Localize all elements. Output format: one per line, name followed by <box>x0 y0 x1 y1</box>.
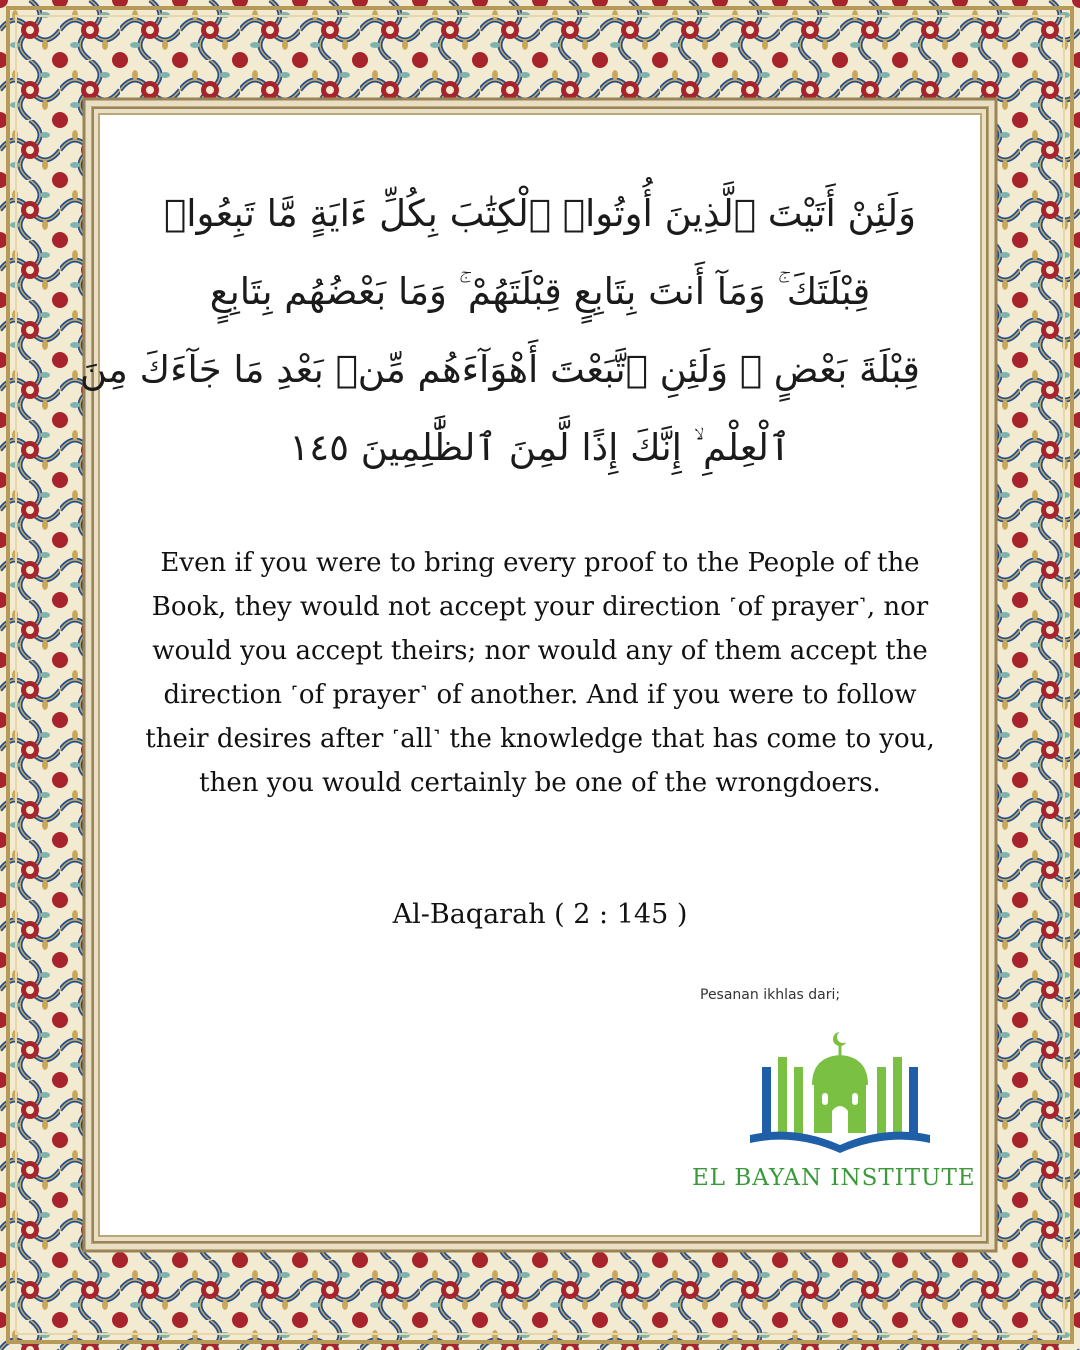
translation-line: their desires after ˹all˺ the knowledge that has come to you, <box>145 724 935 754</box>
arabic-line: قِبْلَتَكَ ۚ وَمَآ أَنتَ بِتَابِعٍ قِبْلَتَهُمْ ۚ وَمَا بَعْضُهُم بِتَابِعٍ <box>209 270 871 313</box>
translation-line: direction ˹of prayer˺ of another. And if you were to follow <box>163 680 917 710</box>
translation-line: would you accept theirs; nor would any of them accept the <box>152 636 928 666</box>
translation-line: Book, they would not accept your direction ˹of prayer˺, nor <box>151 592 929 622</box>
arabic-line: قِبْلَةَ بَعْضٍ ۚ وَلَئِنِ ٱتَّبَعْتَ أَهْوَآءَهُم مِّنۢ بَعْدِ مَا جَآءَكَ مِنَ <box>79 348 920 391</box>
translation-line: then you would certainly be one of the wrongdoers. <box>199 768 881 798</box>
mosque-book-logo-icon <box>740 1027 940 1157</box>
logo-wordmark: EL BAYAN INSTITUTE <box>692 1165 976 1191</box>
translation-line: Even if you were to bring every proof to the People of the <box>160 548 920 578</box>
sender-note: Pesanan ikhlas dari; <box>700 987 841 1003</box>
arabic-verse <box>79 175 920 487</box>
verse-reference: Al-Baqarah ( 2 : 145 ) <box>392 899 688 930</box>
content-panel <box>79 115 980 1235</box>
arabic-line: وَلَئِنْ أَتَيْتَ ٱلَّذِينَ أُوتُوا۟ ٱلْكِتَٰبَ بِكُلِّ ءَايَةٍ مَّا تَبِعُوا۟ <box>163 192 916 235</box>
arabic-line: ٱلْعِلْمِ ۙ إِنَّكَ إِذًا لَّمِنَ ٱلظَّٰلِمِينَ ١٤٥ <box>289 426 791 469</box>
translation-text <box>110 541 970 805</box>
